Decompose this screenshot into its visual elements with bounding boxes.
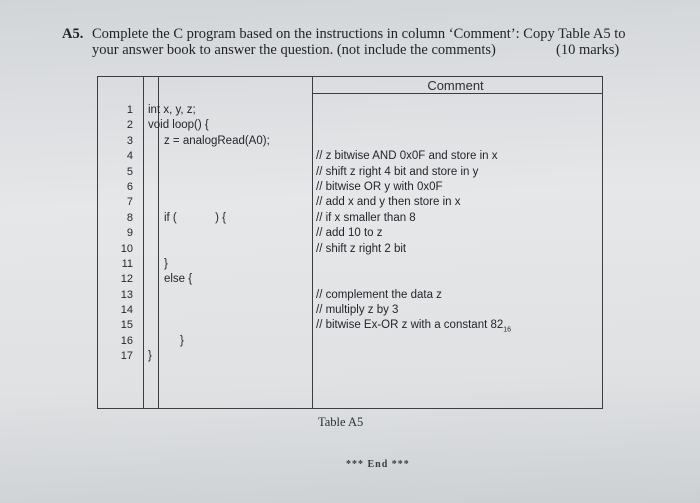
table-divider-numbers [143,77,144,408]
comment-line [316,272,598,287]
code-line: int x, y, z; [148,104,196,116]
comment-line: // bitwise Ex-OR z with a constant $82_{16}$ [316,319,512,334]
line-number: 14 [120,304,133,317]
code-line: if ( ) { [148,211,226,224]
comment-line [316,257,598,272]
question-text-line1: Complete the C program based on the instructions in column ‘Comment’: Copy Table A5 to [92,26,626,42]
comment-line [316,134,598,149]
comment-line: // z bitwise AND 0x0F and store in x [316,150,498,163]
code-line [148,195,308,210]
table-header-rule [312,93,602,94]
code-line: else { [148,273,193,286]
code-line: void loop() { [148,119,209,132]
line-number: 1 [126,104,133,116]
comment-line: // complement the data z [316,288,442,301]
comment-line: // shift z right 2 bit [316,242,407,255]
code-line [148,165,308,180]
code-line: z = analogRead(A0); [148,134,270,147]
comment-line: // bitwise OR y with 0x0F [316,180,443,193]
code-line [148,288,308,303]
line-number: 3 [126,134,133,147]
line-number: 8 [126,211,133,224]
comment-line [316,334,598,349]
line-number: 9 [126,227,133,240]
question-text-line2: your answer book to answer the question. (not include the comments) [92,42,496,58]
code-line: } [148,334,184,347]
table-caption: Table A5 [318,415,364,429]
question-marks: (10 marks) [556,42,620,58]
comment-line [316,103,598,118]
code-column [148,103,308,365]
code-line: } [148,257,168,270]
code-line [148,149,308,164]
table-divider-comment [312,77,313,408]
comment-line [316,349,598,364]
line-number: 2 [126,119,133,132]
code-line [148,318,308,333]
constant-base-subscript: 16 [503,326,512,334]
comment-line [316,118,598,133]
line-number: 17 [120,350,133,363]
comment-line: // shift z right 4 bit and store in y [316,165,479,178]
line-number: 5 [126,165,133,178]
question-number: A5. [62,26,84,42]
line-number: 12 [120,273,133,286]
line-number: 4 [126,150,133,163]
code-line [148,303,308,318]
line-number: 13 [120,288,133,301]
line-number-column [103,103,133,365]
comment-line: // multiply z by 3 [316,304,399,317]
code-line [148,242,308,257]
comment-column [316,103,598,365]
comment-line: // add x and y then store in x [316,196,461,209]
comment-line: // add 10 to z [316,227,383,240]
code-line [148,180,308,195]
line-number: 16 [120,334,133,347]
line-number: 6 [126,180,133,193]
code-line [148,226,308,241]
code-line: } [148,350,152,363]
end-marker: *** End *** [346,459,410,470]
line-number: 15 [120,319,133,332]
comment-column-header: Comment [427,78,484,93]
line-number: 11 [121,257,133,270]
line-number: 7 [126,196,133,209]
line-number: 10 [120,242,133,255]
comment-line: // if x smaller than 8 [316,211,416,224]
